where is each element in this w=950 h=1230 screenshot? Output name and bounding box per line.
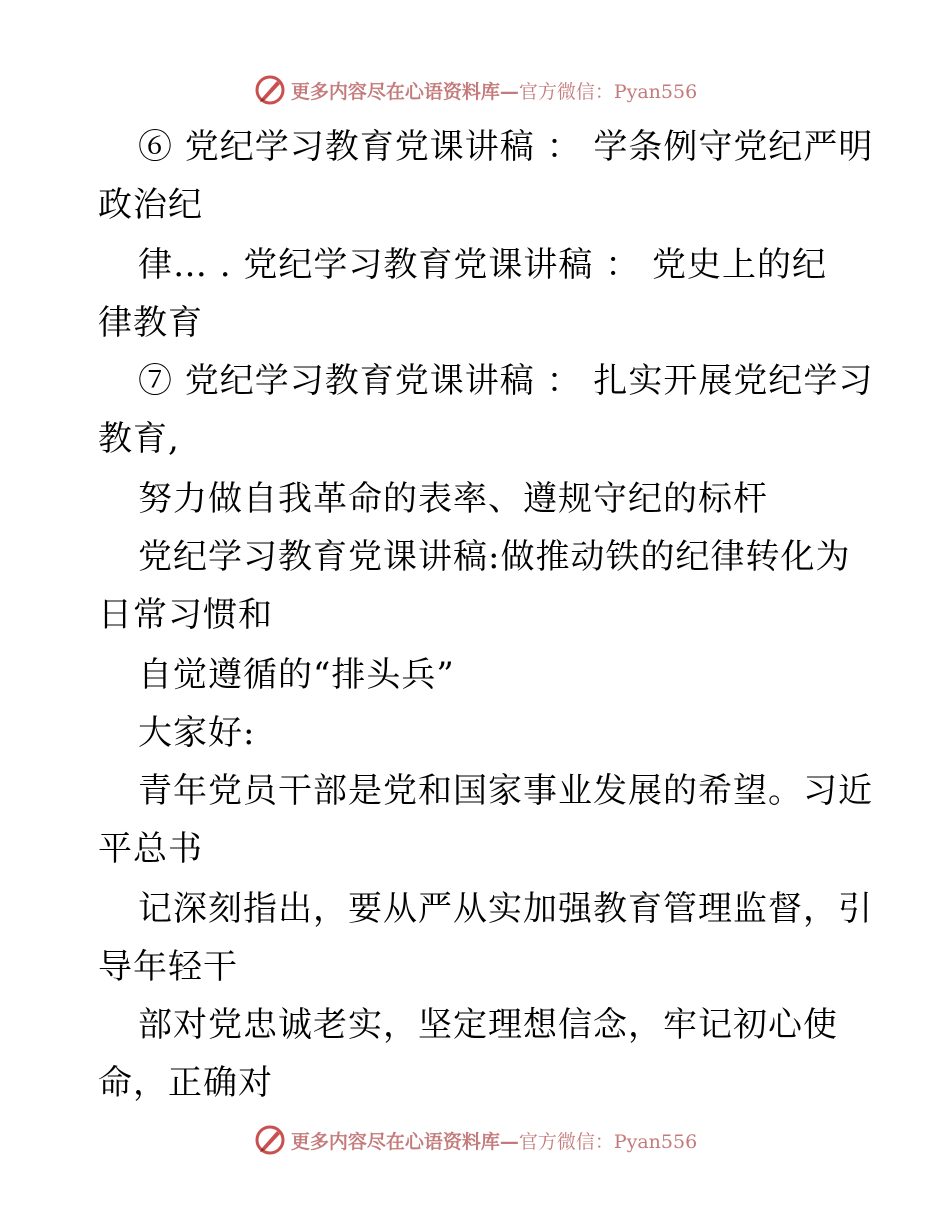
body-line: 平总书	[98, 829, 203, 869]
body-line: 律… . 党纪学习教育党课讲稿 ： 党史上的纪	[138, 245, 828, 285]
header-wechat-text: 官方微信：Pyan556	[518, 80, 698, 103]
header-site-text: 更多内容尽在心语资料库	[290, 80, 500, 103]
body-line: 青年党员干部是党和国家事业发展的希望。习近	[138, 771, 873, 811]
pen-logo-icon	[253, 73, 287, 107]
footer-wechat-text: 官方微信：Pyan556	[518, 1130, 698, 1153]
footer-site-text: 更多内容尽在心语资料库	[290, 1130, 500, 1153]
header-dash: —	[499, 80, 519, 103]
body-line: 部对党忠诚老实，坚定理想信念，牢记初心使	[138, 1005, 838, 1045]
body-line: 自觉遵循的“排头兵”	[138, 655, 455, 695]
body-line: ⑥ 党纪学习教育党课讲稿 ： 学条例守党纪严明	[138, 127, 874, 167]
footer-dash: —	[499, 1130, 519, 1153]
pen-logo-icon	[253, 1123, 287, 1157]
body-line: 大家好:	[138, 713, 256, 753]
body-line: ⑦ 党纪学习教育党课讲稿 ： 扎实开展党纪学习	[138, 361, 874, 401]
body-line: 导年轻干	[98, 947, 238, 987]
body-line: 记深刻指出，要从严从实加强教育管理监督，引	[138, 889, 873, 929]
header-watermark	[0, 68, 950, 112]
body-line: 努力做自我革命的表率、遵规守纪的标杆	[138, 479, 768, 519]
body-line: 日常习惯和	[98, 595, 273, 635]
footer-watermark	[0, 1118, 950, 1162]
body-line: 律教育	[98, 303, 203, 343]
body-line: 教育,	[98, 419, 180, 459]
body-line: 命，正确对	[98, 1063, 273, 1103]
body-line: 党纪学习教育党课讲稿:做推动铁的纪律转化为	[138, 537, 851, 577]
body-line: 政治纪	[98, 185, 203, 225]
